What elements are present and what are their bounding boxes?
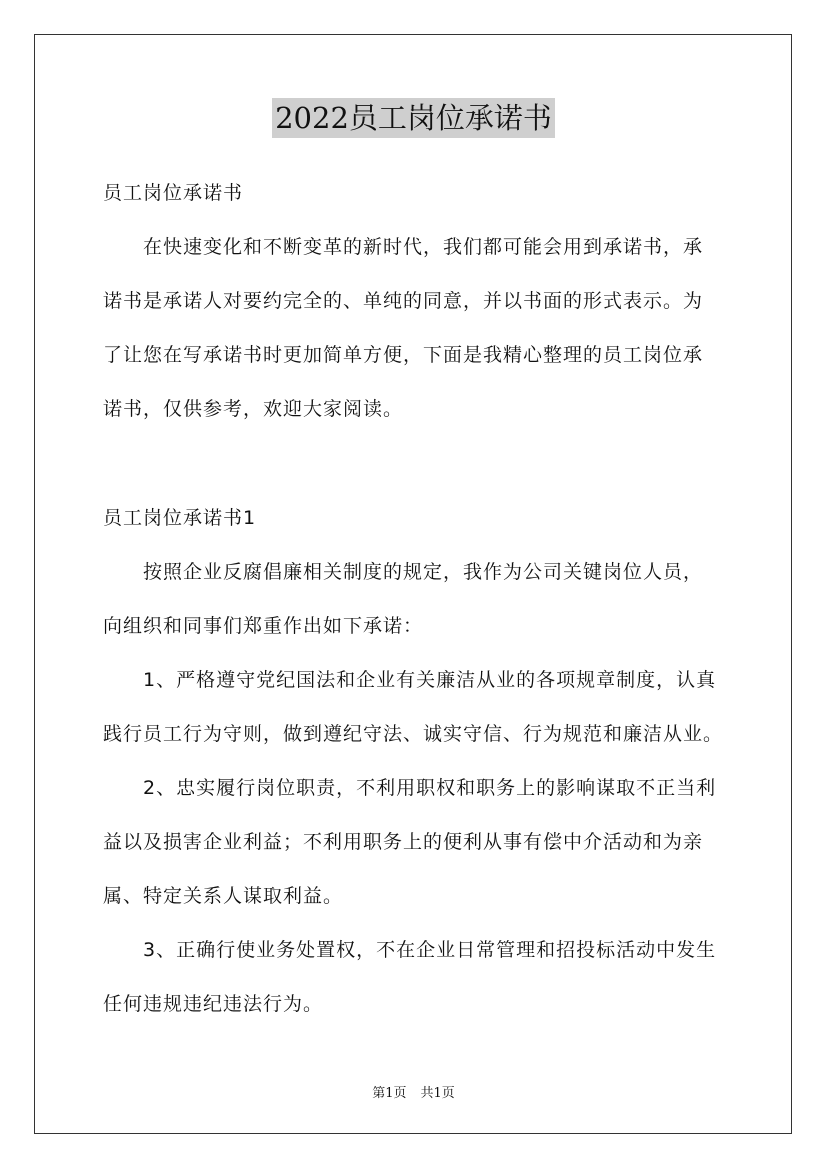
paragraph-line: 在快速变化和不断变革的新时代，我们都可能会用到承诺书，承	[103, 236, 704, 258]
page-total: 共1页	[420, 1086, 455, 1101]
paragraph-line: 向组织和同事们郑重作出如下承诺：	[103, 615, 424, 637]
page-footer	[0, 1082, 827, 1101]
section-heading: 员工岗位承诺书	[103, 182, 244, 204]
document-title	[0, 96, 827, 137]
section-heading: 员工岗位承诺书1	[103, 507, 257, 529]
paragraph-line: 属、特定关系人谋取利益。	[103, 885, 344, 907]
title-text: 2022员工岗位承诺书	[272, 98, 555, 138]
paragraph-line: 2、忠实履行岗位职责，不利用职权和职务上的影响谋取不正当利	[103, 777, 717, 799]
paragraph-line: 按照企业反腐倡廉相关制度的规定，我作为公司关键岗位人员，	[103, 561, 704, 583]
paragraph-line: 3、正确行使业务处置权，不在企业日常管理和招投标活动中发生	[103, 939, 717, 961]
paragraph-line: 了让您在写承诺书时更加简单方便，下面是我精心整理的员工岗位承	[103, 344, 704, 366]
paragraph-line: 1、严格遵守党纪国法和企业有关廉洁从业的各项规章制度，认真	[103, 669, 717, 691]
paragraph-line: 诺书，仅供参考，欢迎大家阅读。	[103, 398, 404, 420]
paragraph-line: 诺书是承诺人对要约完全的、单纯的同意，并以书面的形式表示。为	[103, 290, 704, 312]
paragraph-line: 践行员工行为守则，做到遵纪守法、诚实守信、行为规范和廉洁从业。	[103, 723, 724, 745]
paragraph-line: 益以及损害企业利益；不利用职务上的便利从事有偿中介活动和为亲	[103, 831, 704, 853]
paragraph-line: 任何违规违纪违法行为。	[103, 993, 324, 1015]
page-number: 第1页	[372, 1086, 407, 1101]
